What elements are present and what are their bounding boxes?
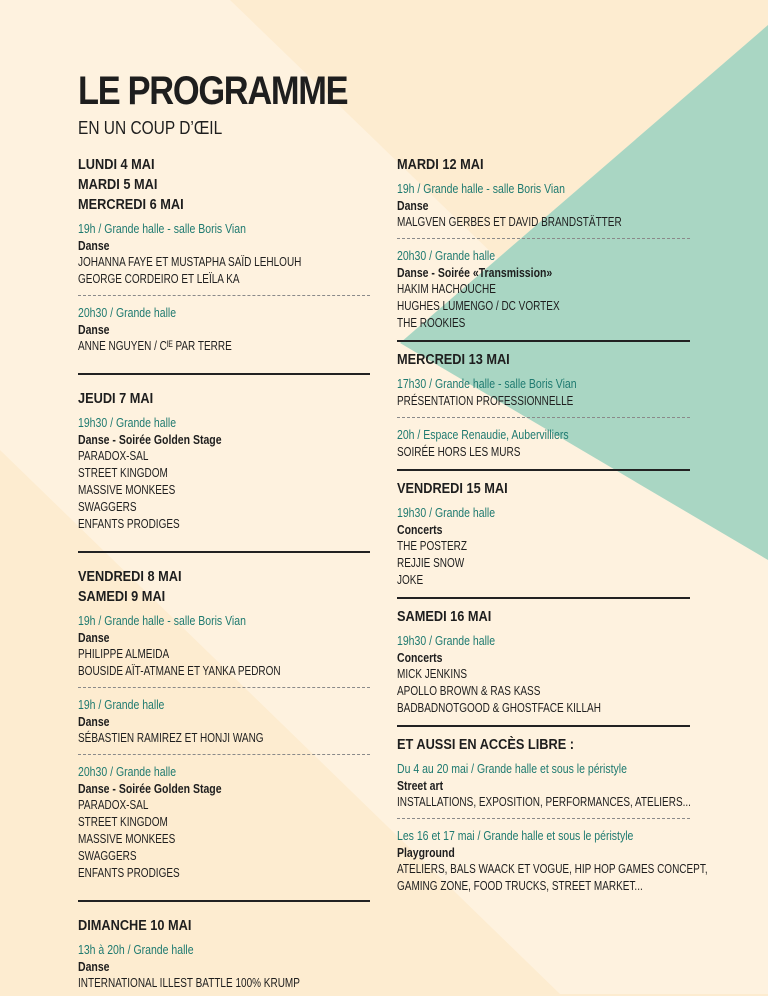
event-category: Danse xyxy=(78,960,110,974)
day-block-mercredi13 xyxy=(397,340,690,461)
event-artist: PARADOX-SAL xyxy=(78,449,149,463)
event-artist: SOIRÉE HORS LES MURS xyxy=(397,445,521,459)
event-entry xyxy=(78,697,370,747)
event-artist: THE POSTERZ xyxy=(397,539,468,553)
event-entry xyxy=(397,633,690,717)
event-time: 20h30 / Grande halle xyxy=(397,249,496,263)
day-heading: SAMEDI 9 MAI xyxy=(78,589,166,605)
event-entry xyxy=(397,761,690,811)
event-divider xyxy=(78,295,370,296)
section-divider xyxy=(78,551,370,553)
page-subtitle: EN UN COUP D’ŒIL xyxy=(78,118,223,138)
event-artist: INTERNATIONAL ILLEST BATTLE 100% KRUMP xyxy=(78,976,300,990)
event-divider xyxy=(397,417,690,418)
event-category: Danse xyxy=(78,323,110,337)
event-category: Danse xyxy=(78,631,110,645)
day-block-vendredi xyxy=(78,551,370,882)
event-time: 20h30 / Grande halle xyxy=(78,306,177,320)
event-artist: SÉBASTIEN RAMIREZ ET HONJI WANG xyxy=(78,731,264,745)
event-category: Danse - Soirée Golden Stage xyxy=(78,433,222,447)
event-artist: GEORGE CORDEIRO ET LEÏLA KA xyxy=(78,272,240,286)
event-category: Danse - Soirée «Transmission» xyxy=(397,266,553,280)
event-artist: PRÉSENTATION PROFESSIONNELLE xyxy=(397,394,574,408)
event-artist: JOHANNA FAYE ET MUSTAPHA SAÏD LEHLOUH xyxy=(78,255,302,269)
event-artist: BADBADNOTGOOD & GHOSTFACE KILLAH xyxy=(397,701,601,715)
event-entry xyxy=(397,828,708,895)
event-time: 20h / Espace Renaudie, Aubervilliers xyxy=(397,428,569,442)
event-time: Les 16 et 17 mai / Grande halle et sous le péristyle xyxy=(397,829,634,843)
event-time: 13h à 20h / Grande halle xyxy=(78,943,194,957)
event-artist: SWAGGERS xyxy=(78,849,137,863)
event-time: 19h / Grande halle - salle Boris Vian xyxy=(78,614,246,628)
section-divider xyxy=(78,373,370,375)
event-category: Concerts xyxy=(397,651,443,665)
day-block-libre xyxy=(397,725,708,895)
event-time: 19h30 / Grande halle xyxy=(78,416,177,430)
event-artist: MICK JENKINS xyxy=(397,667,468,681)
event-artist: GAMING ZONE, FOOD TRUCKS, STREET MARKET... xyxy=(397,879,643,893)
event-artist: MASSIVE MONKEES xyxy=(78,483,176,497)
event-time: 19h / Grande halle - salle Boris Vian xyxy=(397,182,565,196)
day-heading: MERCREDI 13 MAI xyxy=(397,352,510,368)
event-category: Danse xyxy=(78,239,110,253)
day-heading: VENDREDI 8 MAI xyxy=(78,569,182,585)
event-artist: APOLLO BROWN & RAS KASS xyxy=(397,684,541,698)
event-artist: PHILIPPE ALMEIDA xyxy=(78,647,170,661)
header xyxy=(78,70,391,138)
event-divider xyxy=(397,818,690,819)
day-heading: ET AUSSI EN ACCÈS LIBRE : xyxy=(397,737,575,753)
event-entry xyxy=(397,376,690,410)
event-category: Danse xyxy=(78,715,110,729)
event-artist: JOKE xyxy=(397,573,424,587)
day-block-samedi16 xyxy=(397,597,690,717)
event-entry xyxy=(397,248,690,332)
event-entry xyxy=(78,415,370,533)
event-entry xyxy=(397,427,690,461)
day-heading: MERCREDI 6 MAI xyxy=(78,197,184,213)
event-artist: STREET KINGDOM xyxy=(78,466,168,480)
event-divider xyxy=(397,238,690,239)
section-divider xyxy=(78,900,370,902)
event-artist: MALGVEN GERBES ET DAVID BRANDSTÄTTER xyxy=(397,215,622,229)
day-block-mardi12 xyxy=(397,155,690,332)
event-entry xyxy=(78,613,370,680)
event-time: 19h30 / Grande halle xyxy=(397,506,496,520)
event-divider xyxy=(78,687,370,688)
event-entry xyxy=(78,942,370,992)
day-heading: VENDREDI 15 MAI xyxy=(397,481,508,497)
day-block-jeudi xyxy=(78,373,370,533)
event-artist: ATELIERS, BALS WAACK ET VOGUE, HIP HOP GAMES CONCEPT, xyxy=(397,862,708,876)
event-artist: HUGHES LUMENGO / DC VORTEX xyxy=(397,299,560,313)
program-column-right xyxy=(397,155,708,899)
section-divider xyxy=(397,597,690,599)
event-category: Danse xyxy=(397,199,429,213)
event-artist: INSTALLATIONS, EXPOSITION, PERFORMANCES, ATELIERS... xyxy=(397,795,691,809)
event-artist: REJJIE SNOW xyxy=(397,556,465,570)
day-block-lundi xyxy=(78,155,370,355)
event-category: Concerts xyxy=(397,523,443,537)
event-artist: MASSIVE MONKEES xyxy=(78,832,176,846)
day-heading: SAMEDI 16 MAI xyxy=(397,609,492,625)
event-artist: BOUSIDE AÏT-ATMANE ET YANKA PEDRON xyxy=(78,664,281,678)
day-heading: JEUDI 7 MAI xyxy=(78,391,154,407)
event-category: Danse - Soirée Golden Stage xyxy=(78,782,222,796)
section-divider xyxy=(397,340,690,342)
day-heading: LUNDI 4 MAI xyxy=(78,157,155,173)
event-artist: STREET KINGDOM xyxy=(78,815,168,829)
event-artist: PARADOX-SAL xyxy=(78,798,149,812)
event-entry xyxy=(78,764,370,882)
day-block-dimanche xyxy=(78,900,370,992)
page-title: LE PROGRAMME xyxy=(78,69,348,113)
event-category: Street art xyxy=(397,779,444,793)
section-divider xyxy=(397,469,690,471)
day-heading: MARDI 12 MAI xyxy=(397,157,484,173)
section-divider xyxy=(397,725,690,727)
event-artist: ENFANTS PRODIGES xyxy=(78,517,180,531)
event-entry xyxy=(78,305,370,355)
event-time: Du 4 au 20 mai / Grande halle et sous le péristyle xyxy=(397,762,627,776)
event-entry xyxy=(78,221,370,288)
day-heading: DIMANCHE 10 MAI xyxy=(78,918,192,934)
event-time: 19h / Grande halle xyxy=(78,698,165,712)
event-artist: ENFANTS PRODIGES xyxy=(78,866,180,880)
day-heading: MARDI 5 MAI xyxy=(78,177,158,193)
event-divider xyxy=(78,754,370,755)
event-artist: SWAGGERS xyxy=(78,500,137,514)
event-entry xyxy=(397,505,690,589)
event-artist: ANNE NGUYEN / Cᴵᴱ PAR TERRE xyxy=(78,339,232,353)
event-time: 19h / Grande halle - salle Boris Vian xyxy=(78,222,246,236)
event-time: 20h30 / Grande halle xyxy=(78,765,177,779)
program-column-left xyxy=(78,155,370,996)
day-block-vendredi15 xyxy=(397,469,690,589)
event-time: 17h30 / Grande halle - salle Boris Vian xyxy=(397,377,577,391)
event-artist: HAKIM HACHOUCHE xyxy=(397,282,496,296)
event-category: Playground xyxy=(397,846,455,860)
event-artist: THE ROOKIES xyxy=(397,316,466,330)
event-entry xyxy=(397,181,690,231)
event-time: 19h30 / Grande halle xyxy=(397,634,496,648)
